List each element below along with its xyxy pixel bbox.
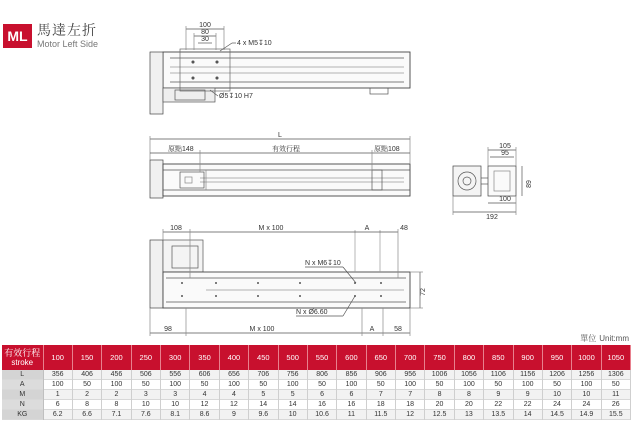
table-cell: 756 — [278, 370, 307, 380]
table-cell: 656 — [219, 370, 248, 380]
table-cell: 20 — [425, 400, 454, 410]
table-row — [2, 390, 631, 400]
table-cell: 50 — [425, 380, 454, 390]
table-cell: 50 — [542, 380, 571, 390]
table-row — [2, 400, 631, 410]
table-cell: 606 — [190, 370, 219, 380]
end-view — [453, 143, 533, 221]
table-cell: 10 — [161, 400, 190, 410]
table-cell: 12 — [219, 400, 248, 410]
table-cell: 10.6 — [307, 410, 336, 420]
stroke-header: 950 — [542, 345, 571, 370]
table-cell: 14.5 — [542, 410, 571, 420]
dim-end-105: 105 — [499, 143, 511, 150]
dim-end-192: 192 — [486, 214, 498, 221]
table-cell: 7 — [366, 390, 395, 400]
stroke-header: 450 — [249, 345, 278, 370]
table-cell: 24 — [572, 400, 601, 410]
dim-bottom-span: M x 100 — [249, 326, 275, 333]
table-cell: 5 — [249, 390, 278, 400]
table-cell: 4 — [190, 390, 219, 400]
stroke-header: 900 — [513, 345, 542, 370]
stroke-header: 600 — [337, 345, 366, 370]
stroke-header: 750 — [425, 345, 454, 370]
stroke-header: 200 — [102, 345, 131, 370]
table-cell: 100 — [337, 380, 366, 390]
table-cell: 7.6 — [131, 410, 160, 420]
top-view — [150, 22, 410, 114]
table-corner-header — [2, 345, 43, 370]
table-cell: 50 — [484, 380, 513, 390]
table-cell: 100 — [454, 380, 483, 390]
dim-bottom-height: 72 — [420, 288, 427, 296]
table-cell: 1006 — [425, 370, 454, 380]
table-cell: 13 — [454, 410, 483, 420]
table-cell: 100 — [43, 380, 72, 390]
dim-bottom-top-a: A — [364, 225, 370, 232]
table-cell: 50 — [72, 380, 101, 390]
row-label: M — [2, 390, 43, 400]
table-cell: 6.6 — [72, 410, 101, 420]
table-cell: 3 — [131, 390, 160, 400]
callout-through-holes: N x Ø6.60 — [296, 309, 328, 316]
table-cell: 7 — [396, 390, 425, 400]
callout-tapped-holes: N x M6↧10 — [305, 260, 341, 267]
table-cell: 50 — [131, 380, 160, 390]
table-cell: 100 — [102, 380, 131, 390]
table-cell: 10 — [278, 410, 307, 420]
table-cell: 8 — [72, 400, 101, 410]
table-cell: 50 — [601, 380, 630, 390]
table-body — [2, 370, 631, 420]
table-cell: 10 — [131, 400, 160, 410]
row-label: L — [2, 370, 43, 380]
dim-bottom-right: 58 — [394, 326, 402, 333]
table-cell: 4 — [219, 390, 248, 400]
model-badge: ML — [3, 24, 32, 48]
table-cell: 456 — [102, 370, 131, 380]
table-cell: 1206 — [542, 370, 571, 380]
table-cell: 806 — [307, 370, 336, 380]
dim-top-100: 100 — [199, 22, 211, 29]
bottom-view — [150, 225, 427, 336]
table-cell: 12 — [396, 410, 425, 420]
table-cell: 16 — [307, 400, 336, 410]
table-cell: 100 — [219, 380, 248, 390]
table-cell: 50 — [307, 380, 336, 390]
stroke-header: 350 — [190, 345, 219, 370]
table-cell: 8 — [102, 400, 131, 410]
table-cell: 9 — [219, 410, 248, 420]
table-cell: 5 — [278, 390, 307, 400]
table-cell: 356 — [43, 370, 72, 380]
table-cell: 11 — [337, 410, 366, 420]
stroke-header: 1050 — [601, 345, 630, 370]
table-cell: 8 — [454, 390, 483, 400]
spec-table — [2, 345, 631, 420]
stroke-header: 150 — [72, 345, 101, 370]
table-cell: 22 — [513, 400, 542, 410]
dim-side-stroke: 有效行程 — [272, 146, 300, 153]
table-cell: 16 — [337, 400, 366, 410]
table-cell: 2 — [102, 390, 131, 400]
table-cell: 8.6 — [190, 410, 219, 420]
table-cell: 22 — [484, 400, 513, 410]
dim-end-100: 100 — [499, 196, 511, 203]
table-cell: 6.2 — [43, 410, 72, 420]
dim-bottom-left: 98 — [164, 326, 172, 333]
table-cell: 1056 — [454, 370, 483, 380]
dim-end-89: 89 — [526, 180, 533, 188]
table-cell: 1256 — [572, 370, 601, 380]
dim-side-origin-right: 原點108 — [374, 146, 400, 153]
stroke-header: 800 — [454, 345, 483, 370]
stroke-header: 100 — [43, 345, 72, 370]
table-cell: 14.9 — [572, 410, 601, 420]
table-cell: 8 — [425, 390, 454, 400]
table-cell: 100 — [278, 380, 307, 390]
row-label: A — [2, 380, 43, 390]
table-cell: 7.1 — [102, 410, 131, 420]
unit-label-en: Unit:mm — [599, 334, 629, 343]
unit-label — [580, 333, 629, 344]
table-cell: 506 — [131, 370, 160, 380]
dim-side-origin-left: 原點148 — [168, 146, 194, 153]
table-row — [2, 380, 631, 390]
corner-label-zh: 有效行程 — [4, 347, 41, 358]
table-cell: 706 — [249, 370, 278, 380]
table-cell: 13.5 — [484, 410, 513, 420]
table-cell: 6 — [307, 390, 336, 400]
stroke-header: 650 — [366, 345, 395, 370]
stroke-header: 250 — [131, 345, 160, 370]
table-cell: 12.5 — [425, 410, 454, 420]
table-cell: 100 — [161, 380, 190, 390]
dim-top-30: 30 — [201, 36, 209, 43]
table-cell: 1156 — [513, 370, 542, 380]
table-cell: 9.6 — [249, 410, 278, 420]
stroke-header: 500 — [278, 345, 307, 370]
table-cell: 8.1 — [161, 410, 190, 420]
table-cell: 10 — [572, 390, 601, 400]
row-label: N — [2, 400, 43, 410]
table-header-row — [2, 345, 631, 370]
corner-label-en: stroke — [11, 357, 34, 367]
table-cell: 14 — [278, 400, 307, 410]
dim-side-overall: L — [278, 132, 282, 139]
table-cell: 956 — [396, 370, 425, 380]
table-cell: 50 — [366, 380, 395, 390]
callout-mount-holes: 4 x M5↧10 — [237, 40, 272, 47]
stroke-header: 400 — [219, 345, 248, 370]
stroke-header: 1000 — [572, 345, 601, 370]
table-cell: 26 — [601, 400, 630, 410]
table-cell: 856 — [337, 370, 366, 380]
table-cell: 20 — [454, 400, 483, 410]
dim-bottom-top-span: M x 100 — [258, 225, 284, 232]
table-cell: 556 — [161, 370, 190, 380]
table-row — [2, 370, 631, 380]
row-label: KG — [2, 410, 43, 420]
table-cell: 15.5 — [601, 410, 630, 420]
table-cell: 100 — [572, 380, 601, 390]
title-english: Motor Left Side — [37, 38, 99, 49]
dim-bottom-top-right: 48 — [400, 225, 408, 232]
table-cell: 11 — [601, 390, 630, 400]
table-cell: 100 — [396, 380, 425, 390]
table-cell: 6 — [43, 400, 72, 410]
table-cell: 906 — [366, 370, 395, 380]
table-cell: 14 — [513, 410, 542, 420]
table-cell: 14 — [249, 400, 278, 410]
dim-top-80: 80 — [201, 29, 209, 36]
table-cell: 3 — [161, 390, 190, 400]
table-cell: 406 — [72, 370, 101, 380]
table-cell: 10 — [542, 390, 571, 400]
table-cell: 50 — [190, 380, 219, 390]
title-chinese: 馬達左折 — [37, 22, 97, 39]
dim-end-95: 95 — [501, 150, 509, 157]
table-cell: 6 — [337, 390, 366, 400]
table-cell: 24 — [542, 400, 571, 410]
table-cell: 2 — [72, 390, 101, 400]
unit-label-zh: 單位 — [580, 334, 597, 343]
table-cell: 18 — [396, 400, 425, 410]
side-view — [150, 132, 410, 198]
callout-pin-hole: Ø5↧10 H7 — [219, 93, 253, 100]
table-cell: 12 — [190, 400, 219, 410]
table-row — [2, 410, 631, 420]
dim-bottom-a: A — [369, 326, 375, 333]
table-cell: 50 — [249, 380, 278, 390]
stroke-header: 850 — [484, 345, 513, 370]
stroke-header: 700 — [396, 345, 425, 370]
table-cell: 1 — [43, 390, 72, 400]
table-cell: 1306 — [601, 370, 630, 380]
table-cell: 18 — [366, 400, 395, 410]
table-cell: 100 — [513, 380, 542, 390]
table-cell: 9 — [484, 390, 513, 400]
table-cell: 9 — [513, 390, 542, 400]
stroke-header: 300 — [161, 345, 190, 370]
table-cell: 1106 — [484, 370, 513, 380]
dim-bottom-top-left: 108 — [170, 225, 182, 232]
table-cell: 11.5 — [366, 410, 395, 420]
stroke-header: 550 — [307, 345, 336, 370]
